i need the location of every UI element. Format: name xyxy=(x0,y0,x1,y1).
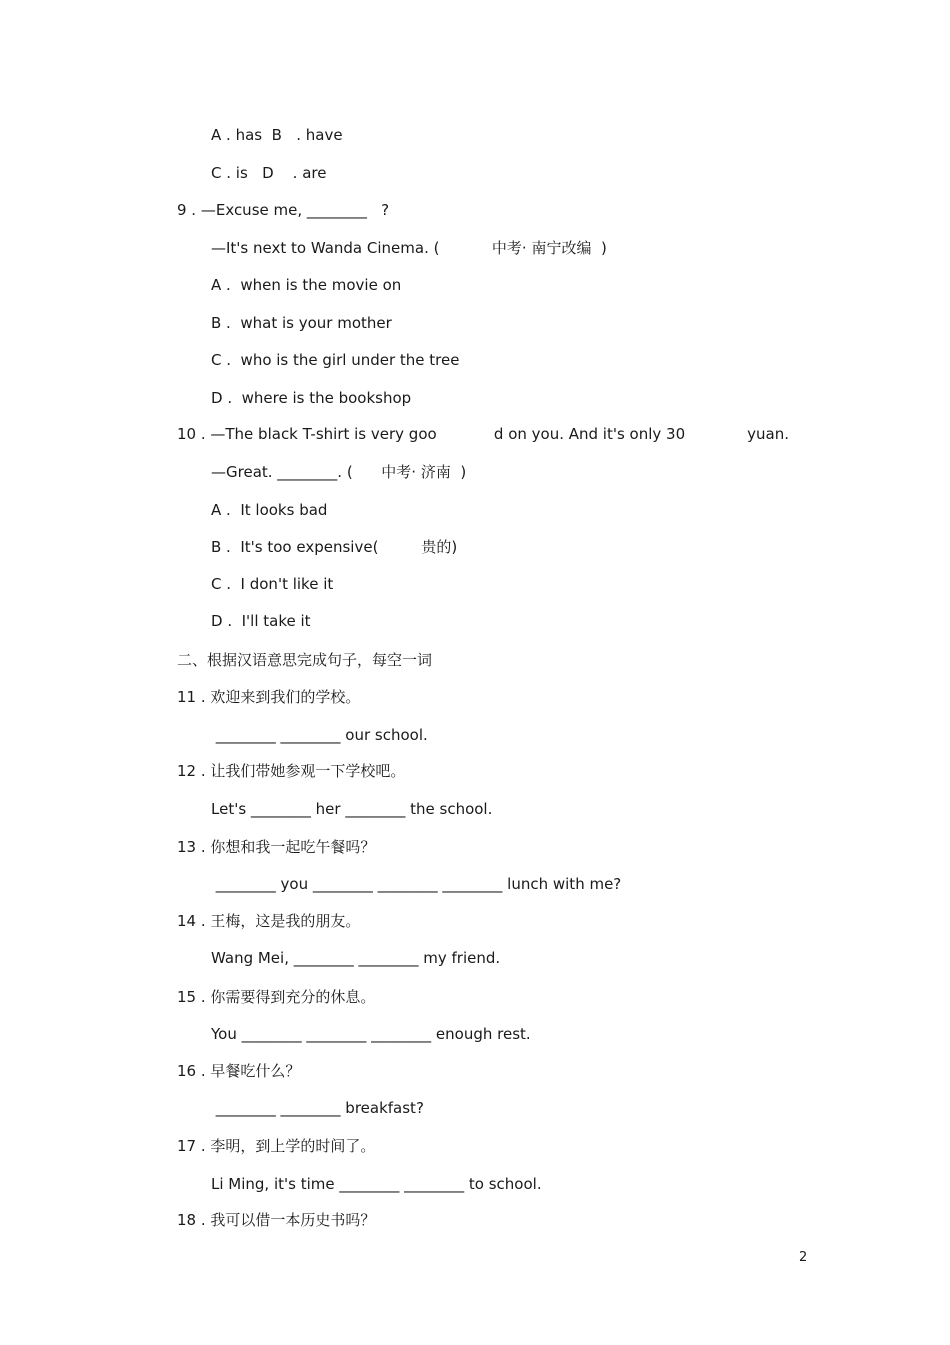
q18-chinese: 18 . 我可以借一本历史书吗？ xyxy=(177,1211,376,1229)
q9-option-b: B . what is your mother xyxy=(211,314,392,332)
q15-chinese: 15 . 你需要得到充分的休息。 xyxy=(177,988,376,1006)
q17-english: Li Ming, it's time ________ ________ to school. xyxy=(211,1175,542,1193)
q14-english: Wang Mei, ________ ________ my friend. xyxy=(211,949,501,967)
q10-option-a: A . It looks bad xyxy=(211,501,328,519)
q10-option-b: B . It's too expensive( 贵的) xyxy=(211,538,458,556)
q12-chinese: 12 . 让我们带她参观一下学校吧。 xyxy=(177,762,406,780)
q14-chinese: 14 . 王梅，这是我的朋友。 xyxy=(177,912,361,930)
q16-english: ________ ________ breakfast? xyxy=(211,1099,424,1117)
q10-stem: 10 . —The black T-shirt is very goo d on you. And it's only 30 yuan. xyxy=(177,425,789,443)
q8-options-cd: C . is D . are xyxy=(211,164,327,182)
q9-option-d: D . where is the bookshop xyxy=(211,389,412,407)
q11-chinese: 11 . 欢迎来到我们的学校。 xyxy=(177,688,361,706)
q10-answer-line: —Great. ________. ( 中考· 济南 ) xyxy=(211,463,467,481)
q9-stem: 9 . —Excuse me, ________ ? xyxy=(177,201,390,219)
q10-option-c: C . I don't like it xyxy=(211,575,334,593)
section-2-title: 二、根据汉语意思完成句子，每空一词 xyxy=(177,651,433,669)
q16-chinese: 16 . 早餐吃什么？ xyxy=(177,1062,301,1080)
q12-english: Let's ________ her ________ the school. xyxy=(211,800,493,818)
q17-chinese: 17 . 李明，到上学的时间了。 xyxy=(177,1137,376,1155)
q10-option-d: D . I'll take it xyxy=(211,612,311,630)
q13-chinese: 13 . 你想和我一起吃午餐吗？ xyxy=(177,838,376,856)
q8-options-ab: A . has B . have xyxy=(211,126,343,144)
page-number: 2 xyxy=(799,1250,808,1265)
q15-english: You ________ ________ ________ enough rest. xyxy=(211,1025,531,1043)
q9-answer-line: —It's next to Wanda Cinema. ( 中考· 南宁改编 ) xyxy=(211,239,607,257)
q9-option-a: A . when is the movie on xyxy=(211,276,402,294)
q13-english: ________ you ________ ________ ________ lunch with me? xyxy=(211,875,622,893)
q11-english: ________ ________ our school. xyxy=(211,726,428,744)
q9-option-c: C . who is the girl under the tree xyxy=(211,351,460,369)
